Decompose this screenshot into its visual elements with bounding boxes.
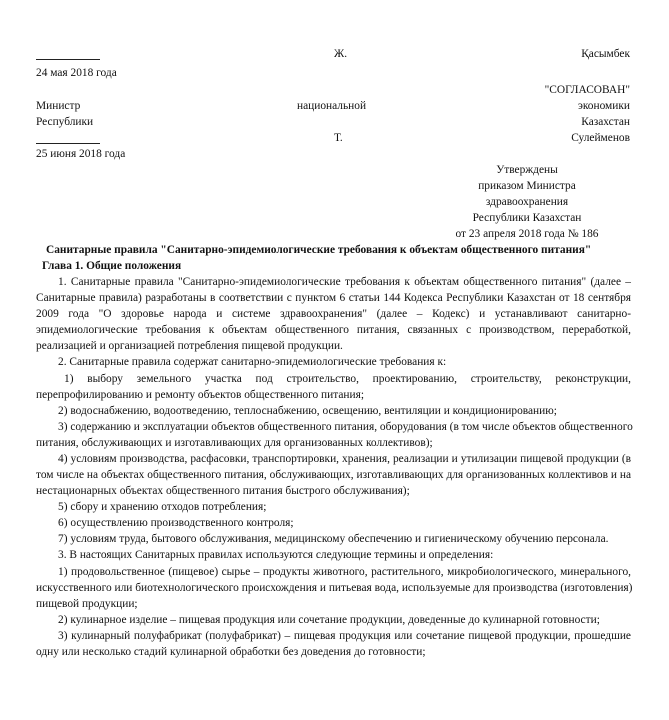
- approved-line: приказом Министра: [478, 180, 576, 192]
- document-title: Санитарные правила "Санитарно-эпидемиологические требования к объектам общественного питания": [46, 244, 592, 256]
- agreed-position-3: экономики: [577, 100, 630, 112]
- body-line: 1. Санитарные правила "Санитарно-эпидемиологические требования к объектам общественного питания" (далее –: [58, 276, 631, 288]
- agreed-label: "СОГЛАСОВАН": [544, 84, 630, 96]
- body-line: 2009 года "О здоровье народа и системе здравоохранения" (далее – Кодекс) и устанавливают санитарно-: [36, 308, 631, 320]
- signer-initial-1: Ж.: [334, 48, 348, 60]
- signer-surname-2: Сулейменов: [571, 132, 630, 144]
- body-line: искусственного или биотехнологического происхождения и питьевая вода, используемые для производства (изготовления): [36, 582, 633, 594]
- body-line: том числе на объектах общественного питания, обслуживающих, изготавливающих для организованных коллективов и на: [36, 469, 631, 481]
- agreed-position-2: национальной: [297, 100, 367, 112]
- signer-initial-2: Т.: [334, 132, 343, 144]
- body-line: 1) продовольственное (пищевое) сырье – продукты животного, растительного, микробиологического, минерального,: [58, 566, 631, 578]
- approved-line: от 23 апреля 2018 года № 186: [455, 228, 599, 240]
- body-line: 7) условиям труда, бытового обслуживания, медицинскому обеспечению и гигиеническому обучению персонала.: [58, 533, 609, 545]
- body-line: 6) осуществлению производственного контроля;: [58, 517, 294, 529]
- body-line: 2) кулинарное изделие – пищевая продукция или сочетание продукции, доведенные до кулинарной готовности;: [58, 614, 600, 626]
- body-line: одну или несколько стадий кулинарной обработки без доведения до готовности;: [36, 646, 426, 658]
- signature-date-2: 25 июня 2018 года: [36, 148, 126, 160]
- body-line: питания, обслуживающих и изготавливающих для организованных коллективов);: [36, 437, 433, 449]
- body-line: 4) условиям производства, расфасовки, транспортировки, хранения, реализации и утилизации пищевой продукции (в: [58, 453, 631, 465]
- body-line: нестационарных объектах общественного питания быстрого обслуживания);: [36, 485, 410, 497]
- body-line: 5) сбору и хранению отходов потребления;: [58, 501, 267, 513]
- signature-date-1: 24 мая 2018 года: [36, 67, 117, 79]
- agreed-position-1: Министр: [36, 100, 81, 112]
- approved-line: Утверждены: [496, 164, 558, 176]
- body-line: 3. В настоящих Санитарных правилах используются следующие термины и определения:: [58, 549, 494, 561]
- signature-line-2: [36, 143, 100, 144]
- body-line: Санитарные правила) разработаны в соответствии с пунктом 6 статьи 144 Кодекса Республики Казахстан от 18 сентября: [36, 292, 631, 304]
- chapter-heading: Глава 1. Общие положения: [42, 260, 182, 272]
- signer-surname-1: Қасымбек: [581, 48, 630, 60]
- body-line: эпидемиологические требования к объектам общественного питания, связанных с производством, переработкой,: [36, 324, 631, 336]
- agreed-country-2: Казахстан: [581, 116, 630, 128]
- body-line: реализацией и организацией потребления пищевой продукции.: [36, 340, 343, 352]
- body-line: 1) выбору земельного участка под строительство, проектированию, строительству, реконструкции,: [64, 373, 631, 385]
- approved-line: Республики Казахстан: [472, 212, 582, 224]
- signature-line-1: [36, 59, 100, 60]
- body-line: 3) содержанию и эксплуатации объектов общественного питания, оборудования (в том числе объектов общественного: [58, 421, 633, 433]
- agreed-country-1: Республики: [36, 116, 94, 128]
- body-line: 2) водоснабжению, водоотведению, теплоснабжению, освещению, вентиляции и кондиционированию;: [58, 405, 557, 417]
- approved-line: здравоохранения: [485, 196, 569, 208]
- body-line: перепрофилированию и ремонту объектов общественного питания;: [36, 389, 364, 401]
- body-line: пищевой продукции;: [36, 598, 138, 610]
- approved-block: [412, 162, 642, 242]
- body-line: 3) кулинарный полуфабрикат (полуфабрикат) – пищевая продукция или сочетание пищевой продукции, прошедшие: [58, 630, 631, 642]
- body-line: 2. Санитарные правила содержат санитарно-эпидемиологические требования к:: [58, 356, 447, 368]
